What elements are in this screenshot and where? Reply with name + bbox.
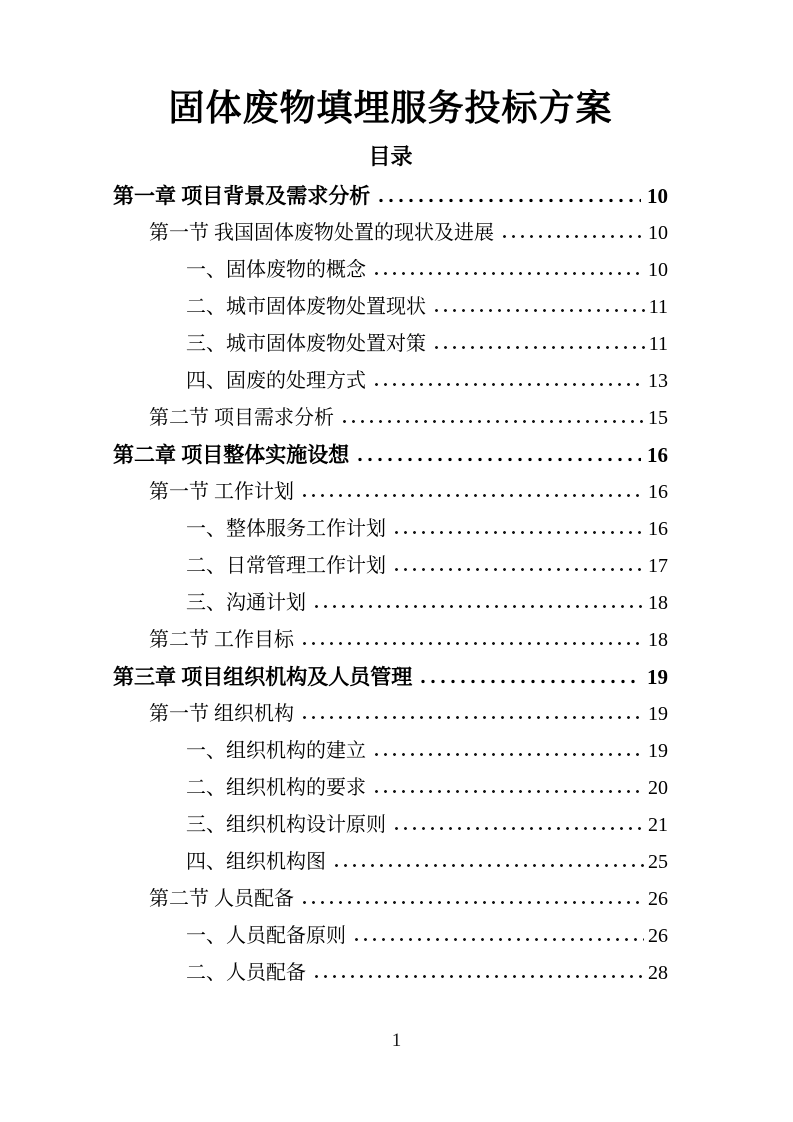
document-title: 固体废物填埋服务投标方案 [168,88,613,128]
toc-entry-page: 13 [648,370,668,392]
toc-entry-label: 二、人员配备 [186,962,306,984]
toc-leader-dots [340,419,644,424]
toc-entry[interactable] [113,585,668,622]
toc-entry-label: 三、组织机构设计原则 [186,814,386,836]
toc-entry[interactable] [113,252,668,289]
toc-entry[interactable] [113,696,668,733]
toc-leader-dots [372,271,644,276]
toc-entry-page: 18 [648,629,668,651]
toc-entry[interactable] [113,400,668,437]
toc-entry-page: 11 [648,333,668,355]
toc-entry-page: 21 [648,814,668,836]
toc-entry-page: 10 [648,259,668,281]
page-number: 1 [391,1030,402,1051]
toc-entry-page: 19 [648,703,668,725]
toc-entry[interactable] [113,807,668,844]
toc-entry-label: 一、组织机构的建立 [186,740,366,762]
toc-entry-page: 16 [648,518,668,540]
toc-entry[interactable] [113,363,668,400]
toc-entry-label: 二、城市固体废物处置现状 [186,296,426,318]
toc-leader-dots [392,826,644,831]
toc-entry[interactable] [113,511,668,548]
toc-leader-dots [372,382,644,387]
toc-leader-dots [355,457,641,462]
toc-entry[interactable] [113,215,668,252]
toc-leader-dots [300,715,644,720]
toc-entry-label: 一、整体服务工作计划 [186,518,386,540]
toc-entry-label: 第二节 工作目标 [149,629,294,651]
toc-entry[interactable] [113,437,668,474]
toc-entry-page: 19 [648,740,668,762]
toc-entry-label: 四、固废的处理方式 [186,370,366,392]
toc-entry[interactable] [113,326,668,363]
toc-entry-label: 二、日常管理工作计划 [186,555,386,577]
toc-leader-dots [332,863,644,868]
toc-leader-dots [432,308,645,313]
toc-entry-label: 第一节 我国固体废物处置的现状及进展 [149,222,494,244]
toc-entry-page: 19 [647,665,668,689]
toc-entry-label: 第一章 项目背景及需求分析 [113,184,371,208]
toc-entry-page: 11 [648,296,668,318]
toc-leader-dots [392,530,644,535]
toc-leader-dots [418,679,641,684]
toc-entry-page: 26 [648,925,668,947]
toc-entry[interactable] [113,844,668,881]
toc-leader-dots [372,789,644,794]
toc-leader-dots [312,974,644,979]
toc-entry[interactable] [113,881,668,918]
toc-entry-label: 第二节 人员配备 [149,888,294,910]
toc-list [113,178,668,992]
toc-entry-label: 第二章 项目整体实施设想 [113,443,350,467]
toc-heading: 目录 [368,144,413,169]
toc-entry-page: 28 [648,962,668,984]
toc-entry-label: 三、沟通计划 [186,592,306,614]
toc-leader-dots [300,900,644,905]
toc-entry-page: 26 [648,888,668,910]
toc-entry-page: 10 [648,222,668,244]
toc-entry-page: 15 [648,407,668,429]
toc-leader-dots [500,234,644,239]
toc-leader-dots [300,493,644,498]
toc-entry[interactable] [113,659,668,696]
toc-entry[interactable] [113,178,668,215]
toc-leader-dots [432,345,645,350]
toc-entry-label: 第三章 项目组织机构及人员管理 [113,665,413,689]
toc-entry[interactable] [113,548,668,585]
toc-entry-label: 第二节 项目需求分析 [149,407,334,429]
toc-entry[interactable] [113,955,668,992]
toc-leader-dots [352,937,644,942]
toc-leader-dots [300,641,644,646]
toc-entry-page: 16 [648,481,668,503]
toc-entry[interactable] [113,289,668,326]
toc-leader-dots [376,198,641,203]
toc-entry[interactable] [113,733,668,770]
toc-entry-label: 二、组织机构的要求 [186,777,366,799]
toc-entry-page: 16 [647,443,668,467]
toc-entry[interactable] [113,622,668,659]
toc-entry-label: 一、人员配备原则 [186,925,346,947]
toc-entry-label: 四、组织机构图 [186,851,326,873]
toc-entry[interactable] [113,918,668,955]
toc-leader-dots [392,567,644,572]
toc-entry-label: 第一节 工作计划 [149,481,294,503]
toc-entry-page: 10 [647,184,668,208]
toc-entry[interactable] [113,770,668,807]
toc-entry-page: 17 [648,555,668,577]
toc-entry-label: 三、城市固体废物处置对策 [186,333,426,355]
toc-entry-page: 18 [648,592,668,614]
toc-leader-dots [372,752,644,757]
toc-entry-label: 第一节 组织机构 [149,703,294,725]
toc-leader-dots [312,604,644,609]
toc-entry-label: 一、固体废物的概念 [186,259,366,281]
toc-entry-page: 25 [648,851,668,873]
toc-entry[interactable] [113,474,668,511]
toc-entry-page: 20 [648,777,668,799]
